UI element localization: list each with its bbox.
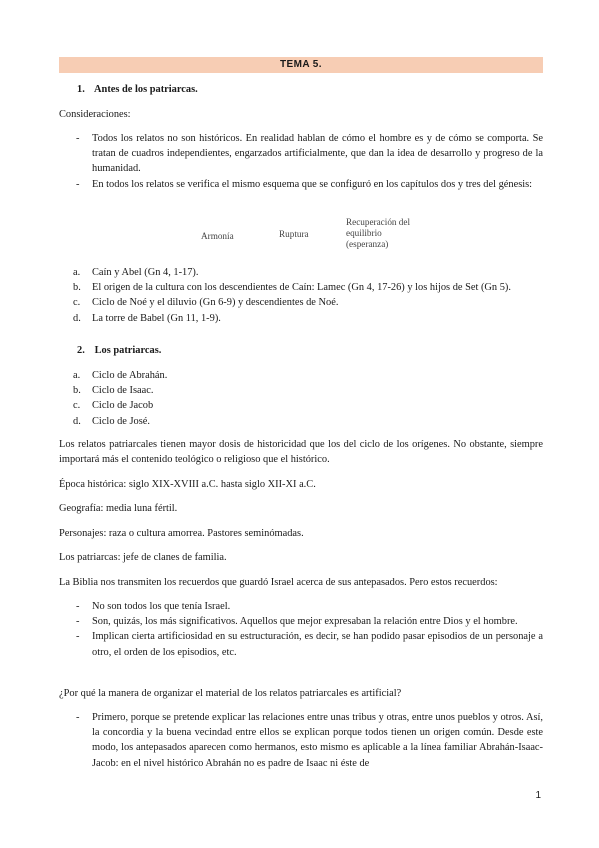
section-2-heading (77, 343, 561, 358)
list-item-text: Ciclo de Abrahán. (92, 370, 168, 381)
considerations-list (59, 131, 543, 192)
patriarch-cycles-list (59, 368, 543, 429)
list-item-text: Todos los relatos no son históricos. En realidad hablan de cómo el hombre es y de cómo se comporta. Se tratan de cuadros independientes, engarzados artificialmente, que dan la idea de desarrollo y progreso de la humanidad. (92, 133, 543, 175)
scheme-diagram (59, 215, 543, 251)
list-item: b. Ciclo de Isaac. (73, 385, 154, 397)
section-2-title: Los patriarcas. (94, 345, 162, 356)
list-item-text: Son, quizás, los más significativos. Aquellos que mejor expresaban la relación entre Dios y el hombre. (92, 616, 518, 628)
section-1-number: 1. (77, 84, 85, 95)
chapter-banner: TEMA 5. (59, 57, 543, 73)
diagram-label-recovery-2: equilibrio (346, 228, 382, 238)
section-1-title: Antes de los patriarcas. (94, 84, 198, 95)
list-item: b. El origen de la cultura con los descendientes de Caín: Lamec (Gn 4, 17-26) y los hijos de Set (Gn 5). (73, 282, 511, 294)
considerations-label: Consideraciones: (59, 109, 131, 120)
diagram-label-recovery-1: Recuperación del (346, 217, 411, 227)
list-item-text: Implican cierta artificiosidad en su estructuración, es decir, se han podido pasar episodios de un personaje a otro, el orden de los episodios, etc. (92, 631, 543, 658)
characters: Personajes: raza o cultura amorrea. Pastores seminómadas. (59, 528, 304, 539)
list-item: - Todos los relatos no son históricos. En realidad hablan de cómo el hombre es y de cómo se comporta. Se tratan de cuadros independientes, engarzados artificialmente, que dan la idea de desarrollo y progreso de la humanidad. (76, 133, 543, 175)
list-item-text: Primero, porque se pretende explicar las relaciones entre unas tribus y otras, entre unos pueblos y otros. Así, la concordia y la buena vecindad entre ellos se explican porque todos tienen un origen común. Desde este modo, los antepasados aparecen como hermanos, esto mismo es aplicable a la línea familiar Abrahán-Isaac-Jacob: en el nivel histórico Abrahán no es padre de Isaac ni éste de (92, 712, 543, 769)
list-item: d. Ciclo de José. (73, 415, 151, 427)
list-item: - Son, quizás, los más significativos. Aquellos que mejor expresaban la relación entre Dios y el hombre. (76, 616, 518, 628)
patriarchs-definition: Los patriarcas: jefe de clanes de familia. (59, 552, 227, 563)
historical-period: Época histórica: siglo XIX-XVIII a.C. hasta siglo XII-XI a.C. (59, 479, 316, 490)
paragraph-memories: La Biblia nos transmiten los recuerdos que guardó Israel acerca de sus antepasados. Pero estos recuerdos: (59, 577, 498, 588)
diagram-label-recovery-3: (esperanza) (346, 239, 389, 249)
list-item-text: En todos los relatos se verifica el mismo esquema que se configuró en los capítulos dos y tres del génesis: (92, 178, 533, 190)
list-item: c. Ciclo de Noé y el diluvio (Gn 6-9) y descendientes de Noé. (73, 297, 339, 309)
list-item-text: La torre de Babel (Gn 11, 1-9). (92, 312, 221, 324)
list-item: a. Caín y Abel (Gn 4, 1-17). (73, 267, 199, 278)
question: ¿Por qué la manera de organizar el material de los relatos patriarcales es artificial? (59, 688, 402, 699)
reasons-list (59, 710, 543, 771)
section-1-heading (77, 82, 561, 97)
list-item-text: Ciclo de Jacob (92, 400, 154, 412)
diagram-label-harmony: Armonía (201, 231, 234, 241)
list-item-text: Ciclo de José. (92, 415, 151, 427)
list-item-text: El origen de la cultura con los descendientes de Caín: Lamec (Gn 4, 17-26) y los hijos de Set (Gn 5). (92, 282, 511, 294)
list-item-text: Ciclo de Isaac. (92, 385, 154, 397)
list-item: c. Ciclo de Jacob (73, 400, 154, 412)
page-number: 1 (535, 790, 541, 801)
section-2-number: 2. (77, 345, 85, 356)
list-item: a. Ciclo de Abrahán. (73, 370, 168, 381)
list-item-text: Ciclo de Noé y el diluvio (Gn 6-9) y descendientes de Noé. (92, 297, 339, 309)
list-item: - No son todos los que tenía Israel. (76, 601, 231, 612)
memories-list (59, 599, 543, 660)
list-item-text: Caín y Abel (Gn 4, 1-17). (92, 267, 199, 278)
geography: Geografía: media luna fértil. (59, 503, 178, 514)
paragraph-historicity: Los relatos patriarcales tienen mayor dosis de historicidad que los del ciclo de los orígenes. No obstante, siempre importará más el contenido teológico o religioso que el histórico. (59, 439, 543, 466)
list-item: - En todos los relatos se verifica el mismo esquema que se configuró en los capítulos dos y tres del génesis: (76, 178, 533, 190)
list-item: - Implican cierta artificiosidad en su estructuración, es decir, se han podido pasar episodios de un personaje a otro, el orden de los episodios, etc. (76, 631, 543, 658)
cycles-list (59, 265, 543, 326)
list-item: d. La torre de Babel (Gn 11, 1-9). (73, 312, 221, 324)
diagram-label-rupture: Ruptura (279, 229, 309, 239)
list-item: - Primero, porque se pretende explicar las relaciones entre unas tribus y otras, entre unos pueblos y otros. Así, la concordia y la buena vecindad entre ellos se explican porque todos tienen un origen común. Desde este modo, los antepasados aparecen como hermanos, esto mismo es aplicable a la línea familiar Abrahán-Isaac-Jacob: en el nivel histórico Abrahán no es padre de Isaac ni éste de (76, 712, 543, 769)
list-item-text: No son todos los que tenía Israel. (92, 601, 231, 612)
